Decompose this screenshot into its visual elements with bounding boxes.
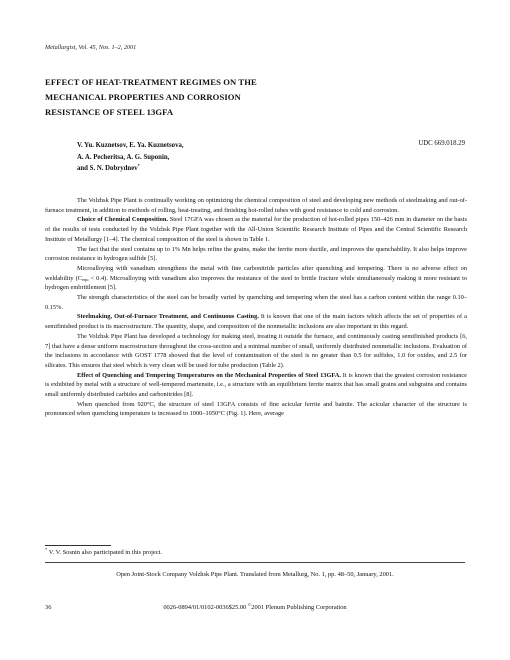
title-line-3: RESISTANCE OF STEEL 13GFA	[45, 107, 174, 117]
author-line-1: V. Yu. Kuznetsov, E. Ya. Kuznetsova,	[77, 142, 184, 149]
footnote-marker: *	[137, 163, 140, 168]
publication-note: Open Joint-Stock Company Volzhsk Pipe Plant. Translated from Metallurg, No. 1, pp. 48–50, January, 2001.	[116, 571, 394, 578]
footnote-marker: *	[45, 547, 48, 552]
article-body	[45, 196, 467, 419]
author-line-2: A. A. Pecheritsa, A. G. Suponin,	[77, 153, 170, 161]
footnote-divider	[45, 545, 111, 546]
paragraph-quenching-tempering	[45, 371, 467, 400]
paragraph-text: It is known that the greatest corrosion resistance is exhibited by metal with a structure of well-tempered martensite, i.e., a structure with an equilibrium ferrite matrix that has small grains and subgrains and contains small uniformly distributed carbides and carbonitrides [8].	[45, 371, 467, 399]
paragraph-plant-technology: The Volzhsk Pipe Plant has developed a technology for making steel, treating it outside the furnace, and continuously casting semifinished products [6, 7] that have a dense uniform macrostructure throughout the cross-section and a minimal number of small, uniformly distributed nonmetallic inclusions. Evaluation of the inclusions in accordance with GOST 1778 showed that the level of contamination of the steel is no greater than 0.5 for sulfides, 1.0 for oxides, and 2.5 for silicates. This ensures that steel which is very clean will be used for tube production (Table 2).	[45, 332, 467, 369]
paragraph-strength: The strength characteristics of the steel can be broadly varied by quenching and tempering when the steel has a carbon content within the range 0.10–0.15%.	[45, 294, 467, 311]
paragraph-text: It is known that one of the main factors which affects the set of properties of a semifinished product is its macrostructure. The quantity, shape, and composition of the nonmetallic inclusions are also important in this regard.	[45, 313, 467, 331]
title-line-2: MECHANICAL PROPERTIES AND CORROSION	[45, 92, 241, 102]
paragraph-text: < 0.4). Microalloying with vanadium also improves the resistance of the steel to brittle fracture while simultaneously making it more resistant to hydrogen embrittlement [5].	[45, 274, 467, 292]
section-heading-steelmaking: Steelmaking, Out-of-Furnace Treatment, and Continuous Casting.	[77, 313, 259, 321]
article-title	[45, 75, 365, 120]
page-number: 36	[45, 604, 52, 611]
publication-divider	[45, 562, 465, 563]
subscript-equ: equ	[81, 276, 89, 282]
copyright-line	[0, 604, 510, 611]
section-heading-quenching: Effect of Quenching and Tempering Temperatures on the Mechanical Properties of Steel 13GFA.	[77, 371, 341, 379]
udc-code: UDC 669.018.29	[418, 140, 465, 147]
author-list	[77, 140, 184, 175]
author-line-3-text: and S. N. Dobrydnev	[77, 165, 138, 172]
section-heading-chemical-composition: Choice of Chemical Composition.	[77, 216, 168, 224]
footnote	[45, 549, 162, 556]
paragraph-text: Steel 17GFA was chosen as the material for the production of hot-rolled pipes 150–426 mm in diameter on the basis of the results of tests conducted by the Volzhsk Pipe Plant together with the All-Union Scientific Research Institute of Pipes and the Central Scientific Research Institute of Metallurgy [1–4]. The chemical composition of the steel is shown in Table 1.	[45, 216, 467, 243]
paragraph-manganese: The fact that the steel contains up to 1% Mn helps refine the grains, make the ferrite more ductile, and improves the quenchability. It also helps improve corrosion resistance in hydrogen sulfide [5].	[45, 245, 467, 263]
paragraph-quenched-structure: When quenched from 920°C, the structure of steel 13GFA consists of fine acicular ferrite and bainite. The acicular character of the structure is pronounced when quenching temperature is increased to 1000–1050°C (Fig. 1). Here, average	[45, 400, 467, 418]
paragraph-intro: The Volzhsk Pipe Plant is continually working on optimizing the chemical composition of steel and developing new methods of steelmaking and out-of-furnace treatment, in addition to methods of rolling, heat-treating, and finishing hot-rolled tubes with good resistance to cold and corrosion.	[45, 197, 467, 214]
paragraph-vanadium	[45, 264, 467, 293]
copyright-symbol: ©	[247, 602, 252, 607]
author-line-3	[77, 163, 184, 175]
paragraph-steelmaking	[45, 312, 467, 331]
title-line-1: EFFECT OF HEAT-TREATMENT REGIMES ON THE	[45, 77, 257, 87]
footnote-text: V. V. Sosnin also participated in this project.	[47, 549, 162, 556]
issn-code: 0026-0894/01/0102-0036$25.00	[163, 604, 248, 611]
paragraph-text: Microalloying with vanadium strengthens the metal with fine carbonitride particles after quenching and tempering. There is no adverse effect on weldability (C	[45, 264, 467, 282]
journal-header: Metallurgist, Vol. 45, Nos. 1–2, 2001	[45, 44, 137, 51]
publisher-name: 2001 Plenum Publishing Corporation	[251, 604, 347, 611]
paragraph-chemical-composition	[45, 215, 467, 244]
